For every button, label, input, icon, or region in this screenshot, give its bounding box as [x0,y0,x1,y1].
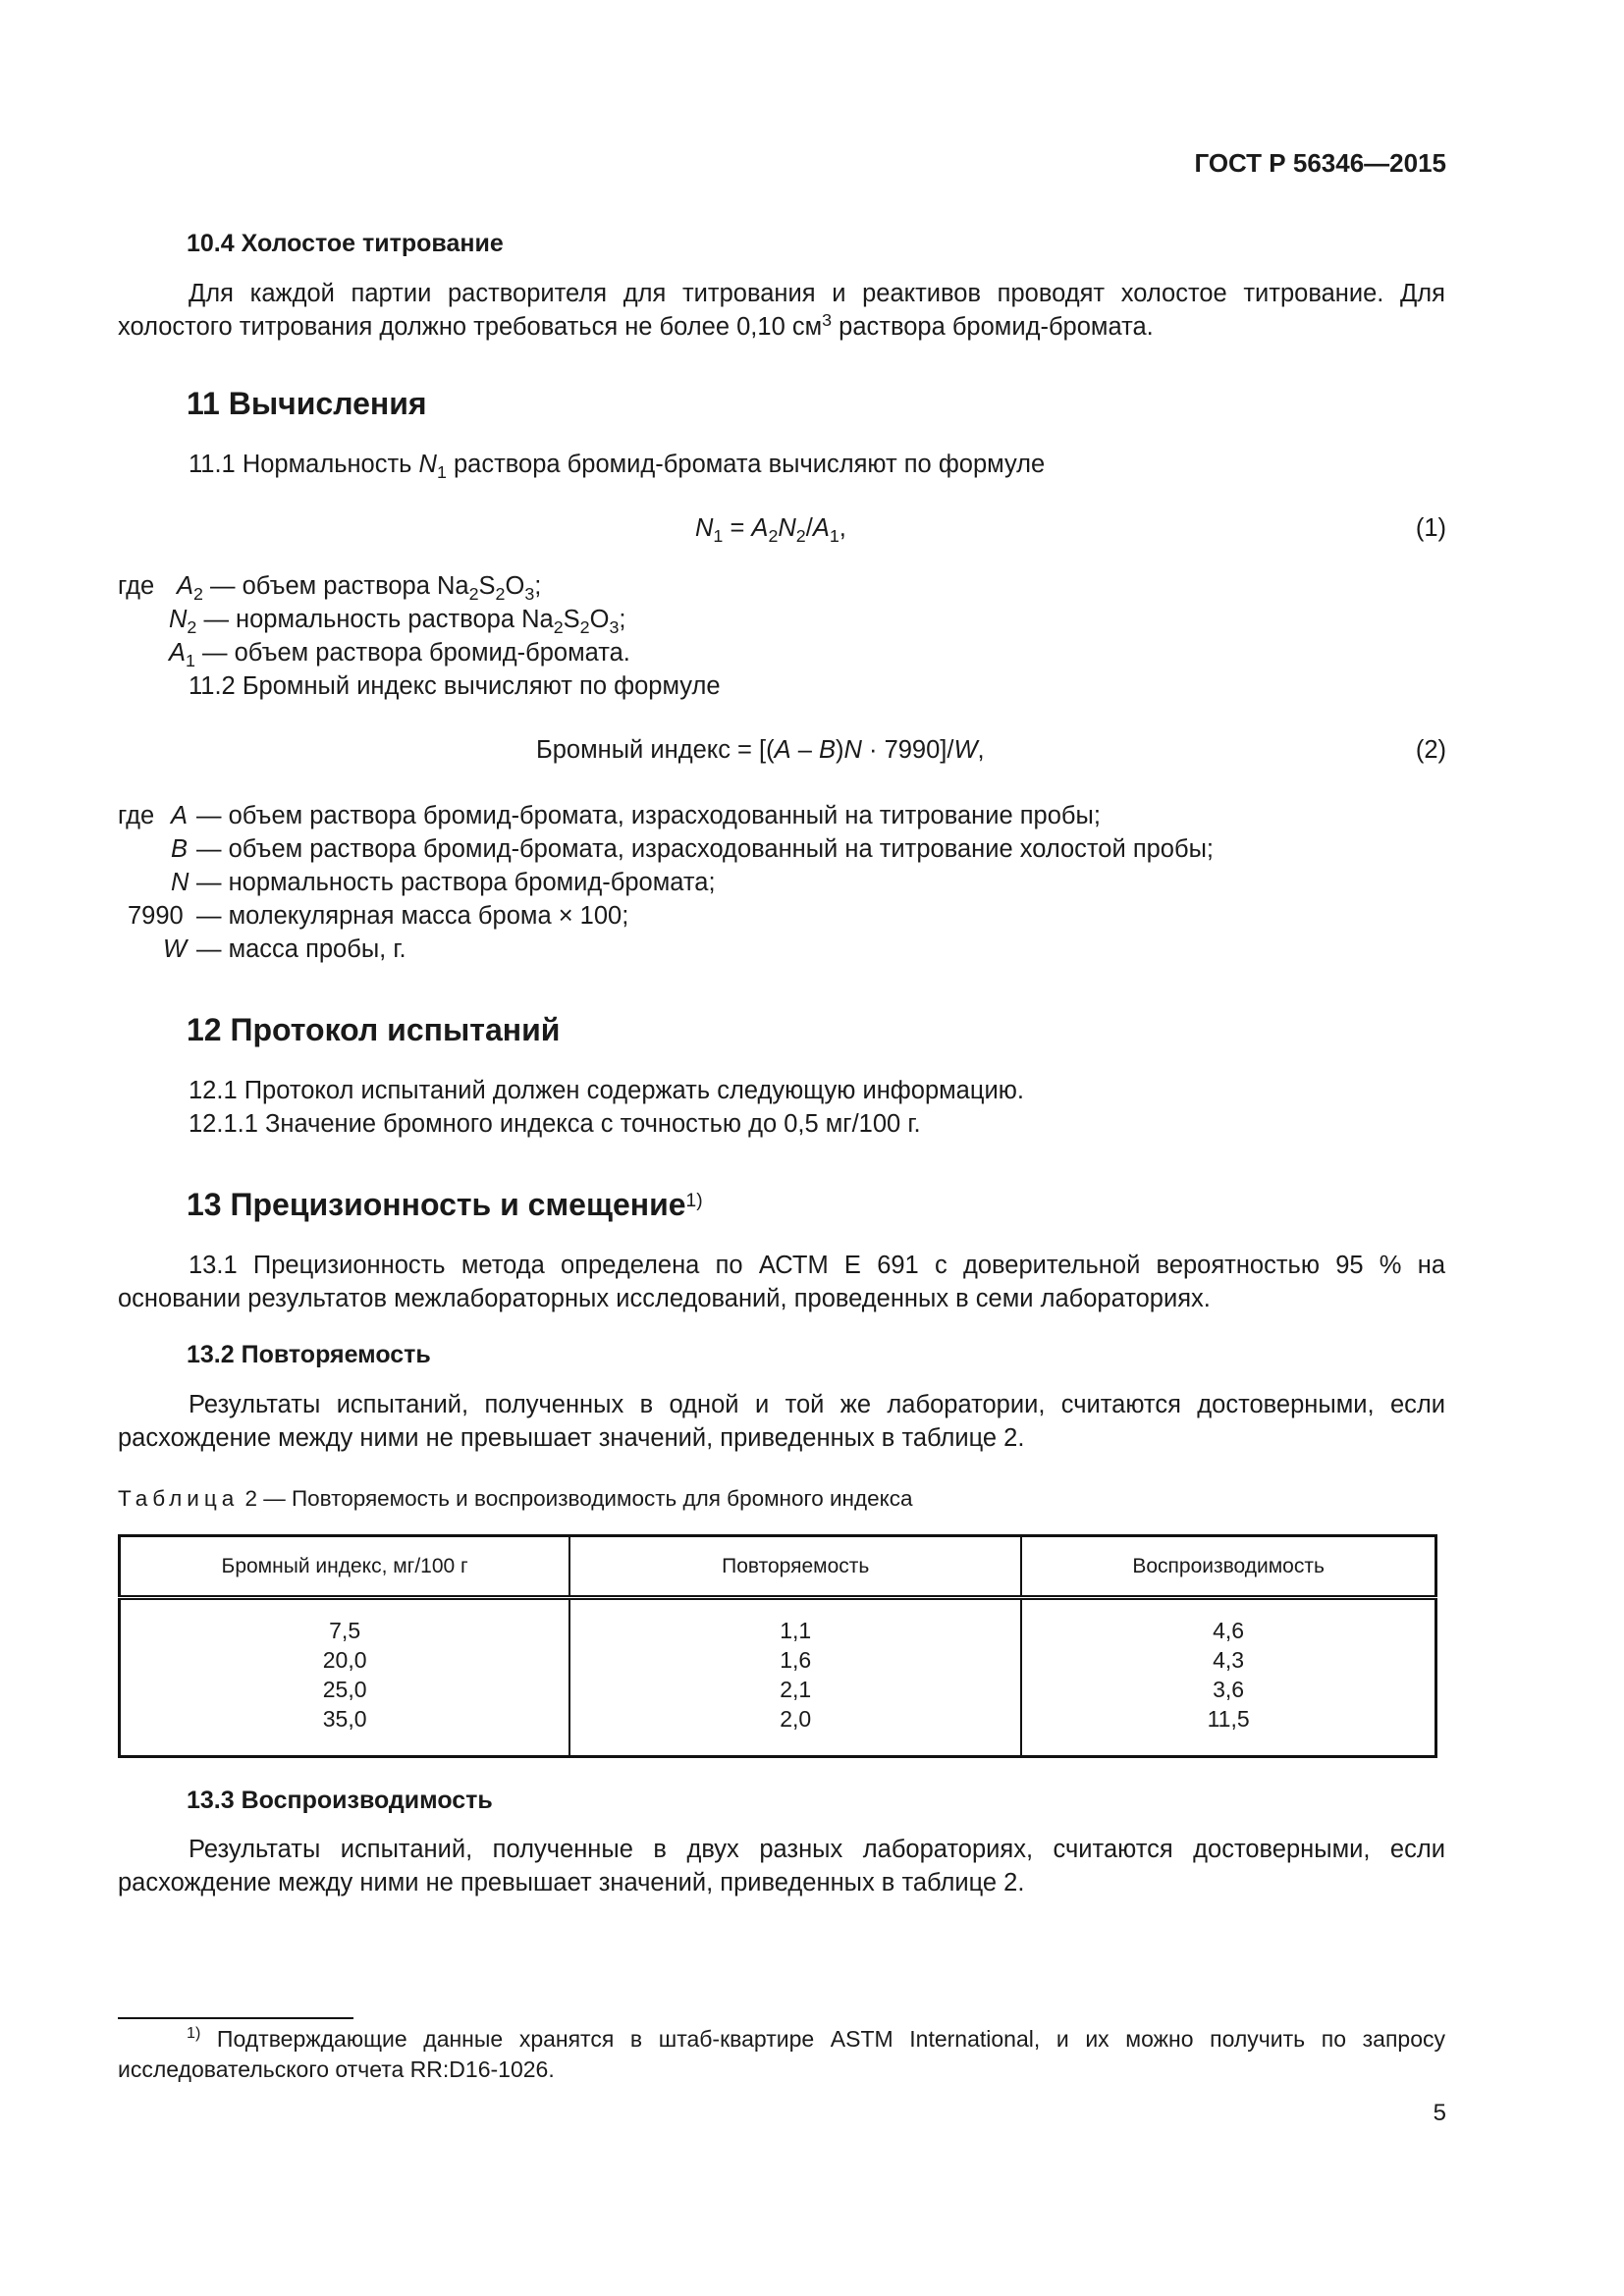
section-11-1-text: 11.1 Нормальность $N_1$ раствора бромид-бромата вычисляют по формуле [189,451,1046,482]
legend1-item: $N_2$ — нормальность раствора $Na_2S_2O_3$; [169,606,626,637]
section-10-4-text: Для каждой партии растворителя для титрования и реактивов проводят холостое титрование. Для холостого титрования должно требоваться не более 0,10 $см^3$ раствора бромид-бромата. [118,280,1445,341]
section-13-3-title: 13.3 Воспроизводимость [187,1787,493,1814]
section-12-1-1-text: 12.1.1 Значение бромного индекса с точностью до 0,5 мг/100 г. [189,1110,921,1138]
table-2 [118,1534,1437,1758]
section-13-title: 13 Прецизионность и смещение$^{1)}$ [187,1187,703,1222]
section-12-1-text: 12.1 Протокол испытаний должен содержать следующую информацию. [189,1077,1024,1104]
section-12-title: 12 Протокол испытаний [187,1012,561,1047]
table-cell-reproducibility: 4,6 4,3 3,6 11,5 [1207,1618,1250,1732]
table-row [120,1598,1436,1757]
table-cell-repeatability: 1,1 1,6 2,1 2,0 [569,1598,1021,1757]
section-11-2-text: 11.2 Бромный индекс вычисляют по формуле [189,672,721,700]
section-13-2-text: Результаты испытаний, полученных в одной и той же лаборатории, считаются достоверными, если расхождение между ними не превышает значений, приведенных в таблице 2. [118,1391,1445,1452]
section-10-4-title: 10.4 Холостое титрование [187,230,504,257]
table-header-cell: Воспроизводимость [1021,1536,1435,1598]
formula-2: Бромный индекс = [(A – B)N · 7990]/W, [536,736,985,764]
standard-code: ГОСТ Р 56346—2015 [1194,148,1446,178]
table-header-cell: Бромный индекс, мг/100 г [120,1536,570,1598]
section-13-3-text: Результаты испытаний, полученные в двух разных лабораториях, считаются достоверными, если расхождение между ними не превышает значений, приведенных в таблице 2. [118,1836,1445,1896]
table-2-caption: Таблица 2 — Повторяемость и воспроизводимость для бромного индекса [118,1486,913,1511]
table-header-cell: Повторяемость [569,1536,1021,1598]
section-13-2-title: 13.2 Повторяемость [187,1341,431,1368]
where-label: где [118,572,155,600]
footnote-divider [118,2017,353,2019]
section-11-title: 11 Вычисления [187,386,427,421]
table-cell-bromine-index: 7,5 20,0 25,0 35,0 [120,1598,570,1757]
formula-1-number: (1) [1415,514,1446,542]
formula-1: $N_1 = A_2N_2/A_1$, [695,514,846,546]
legend1-item: $A_2$ — объем раствора $Na_2S_2O_3$; [177,572,542,604]
footnote: $^{1)}$ Подтверждающие данные хранятся в штаб-квартире ASTM International, и их можно получить по запросу исследовательского отчета RR:D16-1026. [118,2024,1445,2082]
table-header-row [120,1536,1436,1598]
page-number: 5 [1433,2100,1446,2126]
formula-2-number: (2) [1415,736,1446,764]
section-13-1-text: 13.1 Прецизионность метода определена по АСТМ Е 691 с доверительной вероятностью 95 % на основании результатов межлабораторных исследований, проведенных в семи лабораториях. [118,1252,1445,1312]
document-page: ГОСТ Р 56346—2015 10.4 Холостое титрование Для каждой партии растворителя для титрования и реактивов проводят холостое титрование. Для холостого титрования должно требоваться не более 0,10 $см^3$ раствора бромид-бромата. 11 Вычисления 11.1 Нормальность $N_1$ раствора бромид-бромата вычисляют по формуле $N_1 = A_2N_2/A_1$, (1) где $A_2$ — объем раствора $Na_2S_2O_3$; $N_2$ — нормальность раствора $Na_2S_2O_3$; $A_1$ — объем раствора бромид-бромата. 11.2 Бромный индекс вычисляют по формуле Бромный индекс = [(A – B)N · 7990]/W, (2) где A — объем раствора бромид-бромата, израсходованный на титрование пробы; B — объем раствора бромид-бромата, израсходованный на титрование холостой пробы; N — нормальность раствора бромид-бромата; 7990 — молекулярная масса брома × 100; W — масса пробы, г. 12 Протокол испытаний 12.1 Протокол испытаний должен содержать следующую информацию. 12.1.1 Значение бромного индекса с точностью до 0,5 мг/100 г. 13 Прецизионность и смещение$^{1)}$ 13.1 Прецизионность метода определена по АСТМ Е 691 с доверительной вероятностью 95 % на основании результатов межлабораторных исследований, проведенных в семи лабораториях. 13.2 Повторяемость Результаты испытаний, полученных в одной и той же лаборатории, считаются достоверными, если расхождение между ними не превышает значений, приведенных в таблице 2. Таблица 2 — Повторяемость и воспроизводимость для бромного индекса Бромный индекс, мг/100 г Повторяемость Воспроизводимость 7,5 20,0 25,0 35,0 1,1 1,6 2,1 2,0 4,6 4,3 3,6 11,5 13.3 Воспроизводимость Результаты испытаний, полученные в двух разных лабораториях, считаются достоверными, если расхождение между ними не превышает значений, приведенных в таблице 2. $^{1)}$ Подтверждающие данные хранятся в штаб-квартире ASTM International, и их можно получить по запросу исследовательского отчета RR:D16-1026. 5 [118,148,1446,2126]
legend1-item: $A_1$ — объем раствора бромид-бромата. [169,639,630,670]
where-label: где [118,802,155,829]
